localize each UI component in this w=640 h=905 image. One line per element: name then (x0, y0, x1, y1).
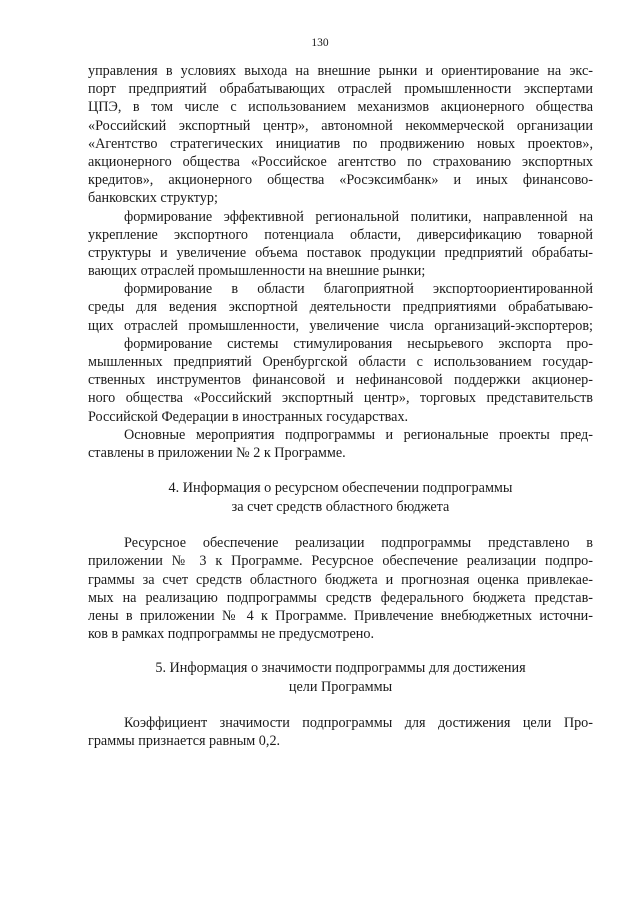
text-line: Ресурсное обеспечение реализации подпрограммы представлено в (124, 535, 593, 552)
page-number: 130 (311, 37, 329, 49)
heading-line: 5. Информация о значимости подпрограммы для достижения (155, 660, 526, 677)
text-line: банковских структур; (88, 190, 218, 207)
text-line: «Агентство стратегических инициатив по продвижению новых проектов», (88, 135, 593, 152)
text-line: кредитов», акционерного общества «Росэксимбанк» и иных финансово- (88, 172, 593, 189)
section-5-body (88, 714, 593, 750)
text-line: ков в рамках подпрограммы не предусмотрено. (88, 626, 374, 643)
text-line: «Российский экспортный центр», автономной некоммерческой организации (88, 117, 593, 134)
spacer (88, 462, 593, 479)
heading-line: 4. Информация о ресурсном обеспечении подпрограммы (168, 480, 513, 497)
text-line: Основные мероприятия подпрограммы и региональные проекты пред- (124, 426, 593, 443)
spacer (88, 696, 593, 714)
text-line: порт предприятий обрабатывающих отраслей промышленности экспертами (88, 81, 593, 98)
text-line: ставлены в приложении № 2 к Программе. (88, 444, 346, 461)
text-line: мышленных предприятий Оренбургской области с использованием государ- (88, 354, 593, 370)
text-line: лены в приложении № 4 к Программе. Привлечение внебюджетных источни- (88, 607, 593, 624)
text-line: ного общества «Российский экспортный центр», торговых представительств (88, 390, 593, 407)
text-line: ственных инструментов финансовой и нефинансовой поддержки акционер- (88, 372, 593, 389)
text-line: акционерного общества «Российское агентство по страхованию экспортных (88, 153, 593, 170)
body-text-block (88, 62, 593, 462)
text-line: мых на реализацию подпрограммы средств федерального бюджета представ- (88, 589, 593, 606)
spacer (88, 516, 593, 534)
spacer (88, 643, 593, 659)
text-line: структуры и увеличение объема поставок продукции предприятий обрабаты- (88, 244, 593, 261)
text-line: приложении № 3 к Программе. Ресурсное обеспечение реализации подпро- (88, 553, 593, 570)
heading-line: цели Программы (288, 678, 393, 695)
text-line: управления в условиях выхода на внешние рынки и ориентирование на экс- (88, 63, 593, 79)
text-line: Российской Федерации в иностранных государствах. (88, 408, 409, 425)
text-line: ЦПЭ, в том числе с использованием механизмов акционерного общества (88, 99, 593, 116)
text-line: среды для ведения экспортной деятельности предприятиями обрабатываю- (88, 299, 593, 316)
text-line: граммы за счет средств областного бюджета и прогнозная оценка привлекае- (88, 571, 593, 588)
section-5-heading (88, 659, 593, 696)
text-line: Коэффициент значимости подпрограммы для достижения цели Про- (124, 715, 593, 732)
text-line: укрепление экспортного потенциала области, диверсификацию товарной (88, 226, 593, 243)
section-4-body (88, 534, 593, 643)
text-line: щих отраслей промышленности, увеличение числа организаций-экспортеров; (88, 317, 593, 334)
page-content (88, 62, 593, 751)
text-line: вающих отраслей промышленности на внешние рынки; (88, 263, 426, 280)
text-line: граммы признается равным 0,2. (88, 733, 281, 750)
heading-line: за счет средств областного бюджета (231, 498, 450, 515)
section-4-heading (88, 479, 593, 516)
text-line: формирование эффективной региональной политики, направленной на (124, 208, 593, 225)
text-line: формирование в области благоприятной экспортоориентированной (124, 281, 593, 298)
text-line: формирование системы стимулирования несырьевого экспорта про- (124, 335, 593, 352)
